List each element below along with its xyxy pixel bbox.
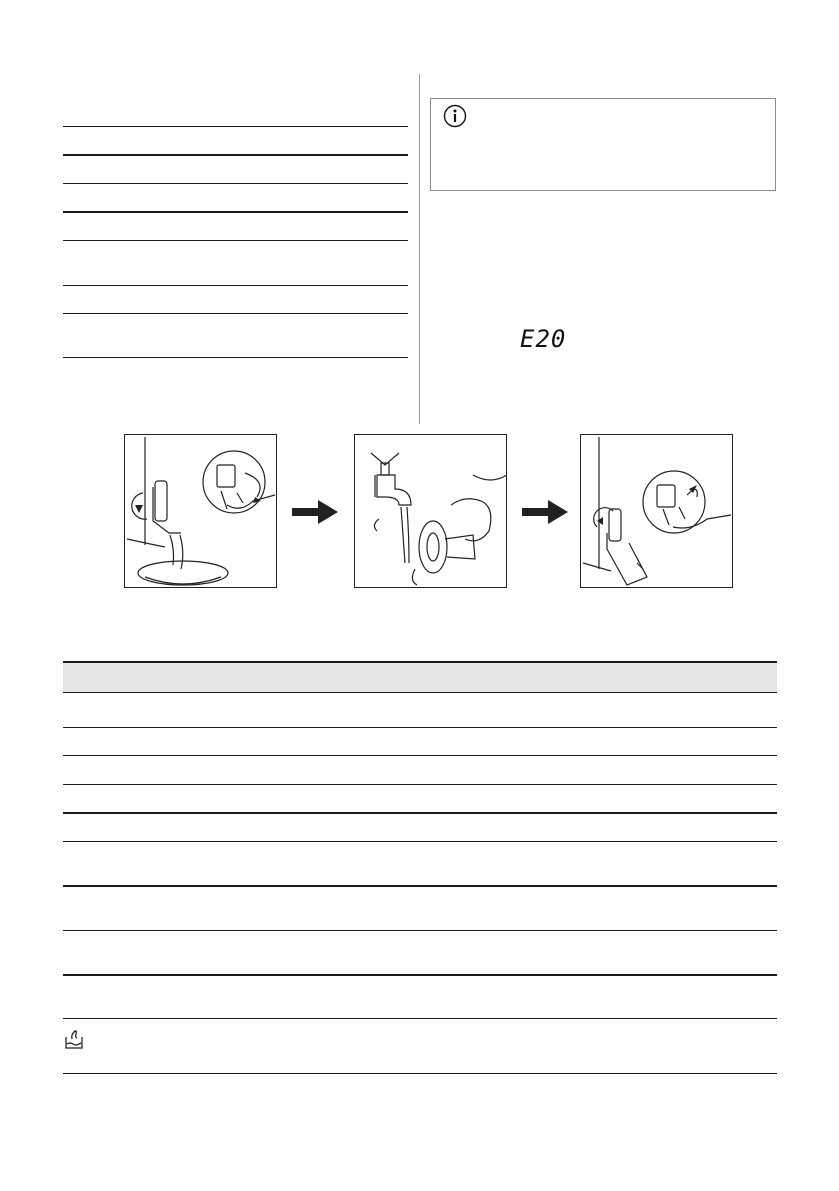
- arrow-right-icon: [522, 500, 568, 524]
- table-rule: [63, 183, 408, 184]
- table-header: [63, 661, 777, 692]
- table-row: [63, 1073, 777, 1074]
- table-rule: [63, 126, 408, 127]
- table-row: [63, 841, 777, 842]
- water-drain-icon: [63, 1028, 85, 1050]
- table-rule: [63, 313, 408, 314]
- table-row: [63, 885, 777, 887]
- table-row: [63, 1018, 777, 1019]
- info-icon: [443, 104, 467, 128]
- table-row: [63, 784, 777, 785]
- info-box: [430, 98, 776, 191]
- error-code-display: E20: [520, 325, 567, 353]
- table-row: [63, 755, 777, 756]
- table-rule: [63, 357, 408, 358]
- table-row: [63, 692, 777, 693]
- table-rule: [63, 211, 408, 213]
- column-divider: [419, 74, 420, 424]
- reinsert-pump-filter-illustration: [580, 434, 733, 588]
- arrow-right-icon: [292, 500, 338, 524]
- table-rule: [63, 154, 408, 156]
- rinse-filter-under-tap-illustration: [354, 434, 507, 588]
- table-row: [63, 727, 777, 728]
- table-rule: [63, 285, 408, 286]
- table-row: [63, 974, 777, 976]
- remove-pump-filter-illustration: [124, 434, 277, 588]
- table-row: [63, 930, 777, 931]
- table-rule: [63, 240, 408, 241]
- table-row: [63, 812, 777, 814]
